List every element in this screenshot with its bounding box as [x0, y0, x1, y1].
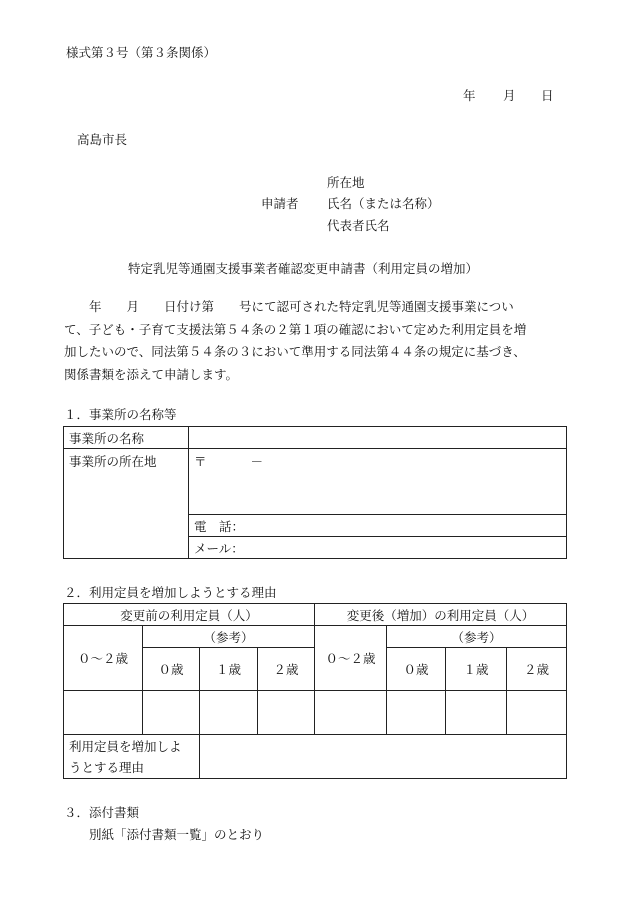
table-row [64, 604, 567, 626]
after-age0: ０歳 [387, 648, 446, 691]
after-age-total: ０～２歳 [315, 626, 387, 691]
before-reference: （参考） [143, 626, 315, 648]
table-row [64, 626, 567, 648]
applicant-name-label: 氏名（または名称） [327, 196, 440, 211]
table-row [64, 691, 567, 735]
postal-mark: 〒 [194, 454, 207, 469]
before-age0-value[interactable] [143, 691, 200, 735]
after-age1-value[interactable] [446, 691, 507, 735]
applicant-representative-label: 代表者氏名 [327, 218, 390, 233]
body-line: 関係書類を添えて申請します。 [64, 366, 239, 382]
after-age1: １歳 [446, 648, 507, 691]
section2-heading: ２．利用定員を増加しようとする理由 [64, 585, 277, 600]
body-text [64, 296, 569, 386]
after-reference: （参考） [387, 626, 567, 648]
before-capacity-header: 変更前の利用定員（人） [64, 604, 315, 626]
document-title: 特定乳児等通園支援事業者確認変更申請書（利用定員の増加） [128, 261, 479, 276]
table-row [64, 735, 567, 779]
body-line: て、子ども・子育て支援法第５４条の２第１項の確認において定めた利用定員を増 [64, 321, 527, 337]
form-number: 様式第３号（第３条関係） [66, 45, 217, 60]
applicant-label: 申請者 [261, 196, 299, 211]
facility-address-value[interactable] [189, 449, 567, 515]
date-day: 日 [541, 88, 554, 103]
email-field[interactable]: メール： [189, 537, 567, 559]
recipient: 高島市長 [77, 132, 128, 147]
after-total-value[interactable] [315, 691, 387, 735]
before-total-value[interactable] [64, 691, 143, 735]
before-age0: ０歳 [143, 648, 200, 691]
body-line: 加したいので、同法第５４条の３において準用する同法第４４条の規定に基づき、 [64, 344, 526, 359]
capacity-table [63, 603, 567, 779]
facility-name-label: 事業所の名称 [64, 427, 189, 449]
facility-table [63, 426, 567, 559]
date-year: 年 [463, 88, 476, 103]
body-line: 年 月 日付け第 号にて認可された特定乳児等通園支援事業につい [64, 299, 514, 314]
facility-address-label: 事業所の所在地 [64, 449, 189, 559]
facility-name-value[interactable] [189, 427, 567, 449]
reason-label: 利用定員を増加しよ うとする理由 [64, 735, 200, 779]
before-age-total: ０～２歳 [64, 626, 143, 691]
reason-value[interactable] [200, 735, 567, 779]
before-age1-value[interactable] [200, 691, 258, 735]
phone-field[interactable]: 電 話： [189, 515, 567, 537]
date-month: 月 [503, 88, 516, 103]
attachments-content: 別紙「添付書類一覧」のとおり [89, 827, 265, 842]
before-age2: ２歳 [258, 648, 315, 691]
applicant-address-label: 所在地 [327, 175, 365, 190]
table-row [64, 427, 567, 449]
section3-heading: ３．添付書類 [64, 805, 140, 820]
postal-dash: － [250, 454, 264, 469]
after-age2: ２歳 [507, 648, 567, 691]
after-age2-value[interactable] [507, 691, 567, 735]
table-row [64, 449, 567, 515]
after-age0-value[interactable] [387, 691, 446, 735]
section1-heading: １．事業所の名称等 [64, 407, 177, 422]
before-age2-value[interactable] [258, 691, 315, 735]
before-age1: １歳 [200, 648, 258, 691]
after-capacity-header: 変更後（増加）の利用定員（人） [315, 604, 567, 626]
